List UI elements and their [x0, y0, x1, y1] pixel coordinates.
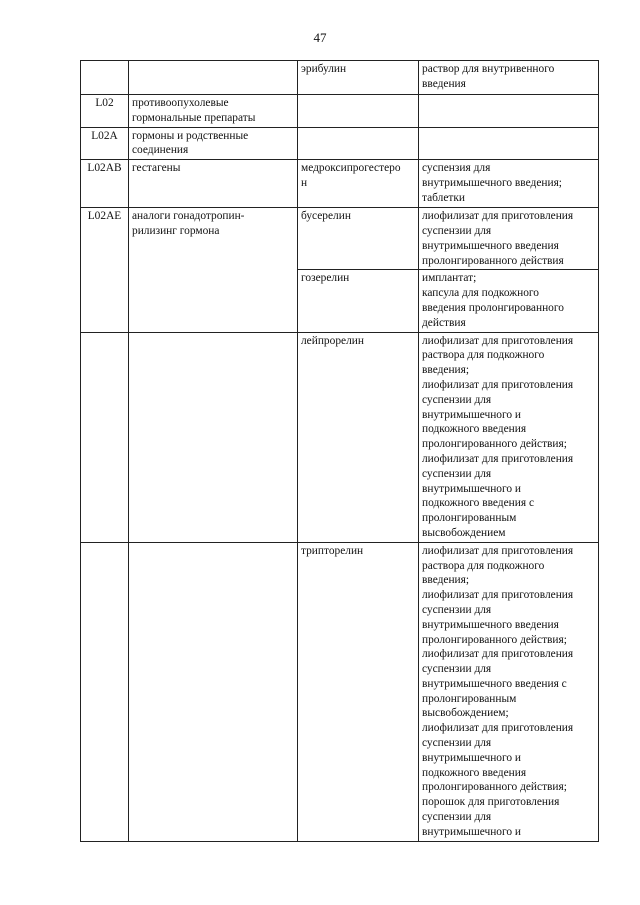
atc-code-cell: L02AB — [81, 160, 129, 208]
group-name-cell — [129, 542, 298, 841]
dosage-form-cell: лиофилизат для приготовления суспензии для внутримышечного введения пролонгированного действия — [419, 208, 599, 270]
dosage-form-cell — [419, 95, 599, 128]
table-row — [81, 160, 599, 208]
table-row — [81, 208, 599, 270]
drug-name-cell: лейпрорелин — [298, 332, 419, 542]
drug-name-cell: трипторелин — [298, 542, 419, 841]
drug-table — [80, 60, 599, 842]
table-row — [81, 61, 599, 95]
drug-name-cell: гозерелин — [298, 270, 419, 332]
group-name-cell: гестагены — [129, 160, 298, 208]
atc-code-cell — [81, 332, 129, 542]
table-row — [81, 332, 599, 542]
atc-code-cell: L02A — [81, 127, 129, 160]
atc-code-cell — [81, 542, 129, 841]
atc-code-cell: L02 — [81, 95, 129, 128]
atc-code-cell — [81, 61, 129, 95]
drug-name-cell: эрибулин — [298, 61, 419, 95]
table-row — [81, 95, 599, 128]
dosage-form-cell: имплантат; капсула для подкожного введения пролонгированного действия — [419, 270, 599, 332]
table-row — [81, 542, 599, 841]
dosage-form-cell: суспензия для внутримышечного введения; таблетки — [419, 160, 599, 208]
drug-name-cell: медроксипрогестеро н — [298, 160, 419, 208]
atc-code-cell: L02AE — [81, 208, 129, 332]
dosage-form-cell: раствор для внутривенного введения — [419, 61, 599, 95]
group-name-cell: противоопухолевые гормональные препараты — [129, 95, 298, 128]
group-name-cell: гормоны и родственные соединения — [129, 127, 298, 160]
group-name-cell — [129, 332, 298, 542]
drug-name-cell — [298, 95, 419, 128]
dosage-form-cell: лиофилизат для приготовления раствора для подкожного введения; лиофилизат для приготовления суспензии для внутримышечного и подкожного введения пролонгированного действия; лиофилизат для приготовления суспензии для внутримышечного и подкожного введения с пролонгированным высвобождением — [419, 332, 599, 542]
drug-name-cell — [298, 127, 419, 160]
dosage-form-cell: лиофилизат для приготовления раствора для подкожного введения; лиофилизат для приготовления суспензии для внутримышечного введения пролонгированного действия; лиофилизат для приготовления суспензии для внутримышечного введения с пролонгированным высвобождением; лиофилизат для приготовления суспензии для внутримышечного и подкожного введения пролонгированного действия; порошок для приготовления суспензии для внутримышечного и — [419, 542, 599, 841]
page-number: 47 — [313, 30, 327, 45]
group-name-cell — [129, 61, 298, 95]
table-row — [81, 127, 599, 160]
dosage-form-cell — [419, 127, 599, 160]
drug-name-cell: бусерелин — [298, 208, 419, 270]
group-name-cell: аналоги гонадотропин- рилизинг гормона — [129, 208, 298, 332]
